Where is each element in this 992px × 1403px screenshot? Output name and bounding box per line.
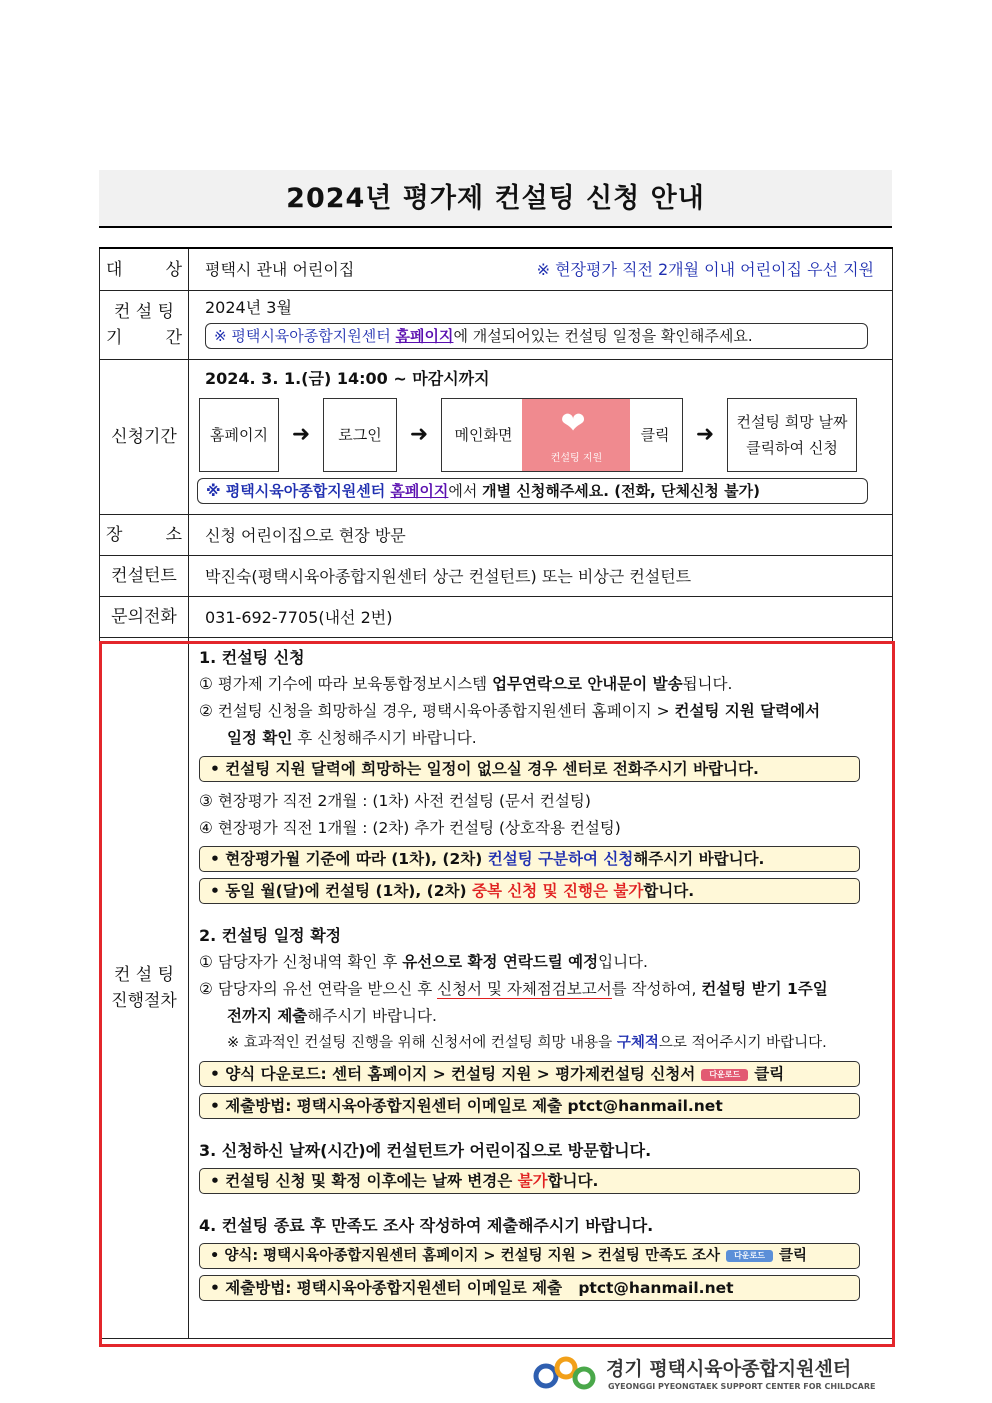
flow-step-main-screen [441, 398, 683, 472]
homepage-link[interactable]: 홈페이지 [390, 482, 449, 500]
label-place: 장 소 [100, 515, 189, 556]
s2-note-c: 으로 적어주시기 바랍니다. [658, 1035, 827, 1051]
s2-i2-b: 신청서 및 자체점검보고서 [437, 980, 612, 998]
flow-step4-line2: 클릭하여 신청 [746, 439, 838, 457]
label-period-line1: 컨 설 팅 [113, 302, 175, 322]
label-consultant: 컨설턴트 [100, 556, 189, 597]
arrow-icon: ➜ [695, 422, 715, 447]
apply-period-value: 2024. 3. 1.(금) 14:00 ~ 마감시까지 [205, 369, 490, 388]
s2-i1-c: 입니다. [598, 953, 648, 971]
cell-period [189, 291, 893, 360]
flow-main-screen-label: 메인화면 [454, 426, 513, 444]
s3-box-a: • 컨설팅 신청 및 확정 이후에는 날짜 변경은 [210, 1172, 518, 1190]
s2-i1-b: 유선으로 확정 연락드릴 예정 [402, 953, 599, 971]
section2-box2: • 제출방법: 평택시육아종합지원센터 이메일로 제출 ptct@hanmail.net [199, 1093, 860, 1119]
section4-heading: 4. 컨설팅 종료 후 만족도 조사 작성하여 제출해주시기 바랍니다. [199, 1216, 654, 1235]
s2-i2-a: ② 담당자의 유선 연락을 받으신 후 [199, 980, 438, 998]
row-period [100, 291, 893, 360]
s1-box2-b: 컨설팅 구분하여 신청 [487, 850, 634, 868]
section2-item1 [199, 949, 884, 976]
center-logo-icon [532, 1354, 596, 1394]
row-target [100, 248, 893, 291]
s1-i1-a: ① 평가제 기수에 따라 보육통합정보시스템 [199, 675, 493, 693]
place-value: 신청 어린이집으로 현장 방문 [205, 526, 406, 545]
section1-heading: 1. 컨설팅 신청 [199, 648, 305, 667]
s1-box3-c: 합니다. [643, 882, 695, 900]
section1-item1 [199, 671, 884, 698]
s1-i1-c: 됩니다. [682, 675, 733, 693]
consulting-icon-caption: 컨설팅 지원 [550, 453, 603, 464]
section1-item2-cont [199, 725, 884, 752]
s2-i2-c: 를 작성하여, [611, 980, 702, 998]
s4-box1-a: • 양식: 평택시육아종합지원센터 홈페이지 > 컨설팅 지원 > 컨설팅 만족도 조사 [210, 1248, 721, 1264]
s1-i2-b: 컨설팅 지원 달력에서 [674, 702, 821, 720]
period-note-suffix: 에 개설되어있는 컨설팅 일정을 확인해주세요. [453, 327, 753, 345]
info-table [99, 247, 893, 1339]
row-place [100, 515, 893, 556]
label-apply: 신청기간 [100, 360, 189, 515]
s1-box3-a: • 동일 월(달)에 컨설팅 (1차), (2차) [210, 882, 472, 900]
apply-note-bold: 개별 신청 [482, 482, 546, 500]
section1-item2 [199, 698, 884, 725]
title-bar [99, 170, 892, 228]
label-procedure-line2: 진행절차 [111, 991, 177, 1011]
label-procedure-line1: 컨 설 팅 [113, 965, 175, 985]
period-note-prefix: ※ 평택시육아종합지원센터 [214, 327, 396, 345]
s2-box1-b: 클릭 [754, 1065, 785, 1083]
s2-i1-a: ① 담당자가 신청내역 확인 후 [199, 953, 403, 971]
contact-value: 031-692-7705(내선 2번) [205, 608, 393, 627]
row-procedure [100, 638, 893, 1339]
section1-item4: ④ 현장평가 직전 1개월 : (2차) 추가 컨설팅 (상호작용 컨설팅) [199, 819, 621, 837]
heart-handshake-icon: ❤ [560, 406, 586, 441]
section1-item3: ③ 현장평가 직전 2개월 : (1차) 사전 컨설팅 (문서 컨설팅) [199, 792, 591, 810]
section2-item2-cont [199, 1003, 884, 1030]
page-title: 2024년 평가제 컨설팅 신청 안내 [286, 183, 705, 214]
target-note: ※ 현장평가 직전 2개월 이내 어린이집 우선 지원 [536, 260, 874, 279]
homepage-link[interactable]: 홈페이지 [395, 327, 454, 345]
center-logo [532, 1352, 892, 1400]
row-contact [100, 597, 893, 638]
flow-step4-line1: 컨설팅 희망 날짜 [736, 413, 848, 431]
section3-box [199, 1168, 860, 1194]
apply-note-suffix: 해주세요. (전화, 단체신청 불가) [545, 482, 760, 500]
label-period [100, 291, 189, 360]
cell-consultant [189, 556, 893, 597]
cell-procedure [189, 638, 893, 1339]
section1-box3 [199, 878, 860, 904]
s2-box1-a: • 양식 다운로드: 센터 홈페이지 > 컨설팅 지원 > 평가제컨설팅 신청서 [210, 1065, 696, 1083]
cell-apply [189, 360, 893, 515]
row-apply [100, 360, 893, 515]
s3-box-b: 불가 [517, 1172, 548, 1190]
label-contact: 문의전화 [100, 597, 189, 638]
flow-step-homepage: 홈페이지 [199, 398, 279, 472]
section2-box1 [199, 1061, 860, 1087]
section2-note [199, 1030, 884, 1057]
section2-heading: 2. 컨설팅 일정 확정 [199, 926, 342, 945]
cell-contact [189, 597, 893, 638]
s2-i2-e: 전까지 제출 [227, 1007, 308, 1025]
arrow-icon: ➜ [291, 422, 311, 447]
section4-box2: • 제출방법: 평택시육아종합지원센터 이메일로 제출 ptct@hanmail.net [199, 1275, 860, 1301]
s4-box1-b: 클릭 [778, 1248, 807, 1264]
period-note [205, 323, 868, 349]
cell-target [189, 248, 893, 291]
center-name-en: GYEONGGI PYEONGTAEK SUPPORT CENTER FOR CHILDCARE [608, 1382, 876, 1391]
s3-box-c: 합니다. [547, 1172, 599, 1190]
center-name: 경기 평택시육아종합지원센터 [606, 1358, 852, 1380]
download-badge[interactable]: 다운로드 [701, 1069, 748, 1081]
apply-note [197, 478, 868, 504]
s1-box2-a: • 현장평가월 기준에 따라 (1차), (2차) [210, 850, 488, 868]
label-procedure [100, 638, 189, 1339]
s1-i2-c: 일정 확인 [227, 729, 293, 747]
label-period-line2: 기 간 [105, 328, 183, 348]
arrow-icon: ➜ [409, 422, 429, 447]
download-badge[interactable]: 다운로드 [726, 1250, 773, 1262]
period-value: 2024년 3월 [205, 298, 292, 317]
consultant-value: 박진숙(평택시육아종합지원센터 상근 컨설턴트) 또는 비상근 컨설턴트 [205, 567, 692, 586]
target-value: 평택시 관내 어린이집 [205, 260, 355, 279]
section1-box1: • 컨설팅 지원 달력에 희망하는 일정이 없으실 경우 센터로 전화주시기 바랍니다. [199, 756, 860, 782]
s1-i2-a: ② 컨설팅 신청을 희망하실 경우, 평택시육아종합지원센터 홈페이지 > [199, 702, 675, 720]
s1-box3-b: 중복 신청 및 진행은 불가 [471, 882, 644, 900]
flow-click-label: 클릭 [640, 426, 670, 444]
flow-step-select-date [727, 398, 857, 472]
flow-step-login: 로그인 [323, 398, 397, 472]
label-target: 대 상 [100, 248, 189, 291]
s2-i2-d: 컨설팅 받기 1주일 [701, 980, 828, 998]
section3-heading: 3. 신청하신 날짜(시간)에 컨설턴트가 어린이집으로 방문합니다. [199, 1141, 652, 1160]
s1-box2-c: 해주시기 바랍니다. [633, 850, 765, 868]
section4-box1 [199, 1243, 860, 1269]
apply-note-prefix: ※ 평택시육아종합지원센터 [206, 482, 391, 500]
section1-box2 [199, 846, 860, 872]
row-consultant [100, 556, 893, 597]
s2-note-b: 구체적 [616, 1035, 659, 1051]
cell-place [189, 515, 893, 556]
apply-note-mid: 에서 [448, 482, 483, 500]
s2-i2-f: 해주시기 바랍니다. [307, 1007, 437, 1025]
section2-item2 [199, 976, 884, 1003]
s1-i2-d: 후 신청해주시기 바랍니다. [292, 729, 477, 747]
apply-flow [199, 398, 892, 472]
s2-note-a: ※ 효과적인 컨설팅 진행을 위해 신청서에 컨설팅 희망 내용을 [227, 1035, 617, 1051]
s1-i1-b: 업무연락으로 안내문이 발송 [492, 675, 683, 693]
consulting-support-icon [522, 399, 630, 471]
